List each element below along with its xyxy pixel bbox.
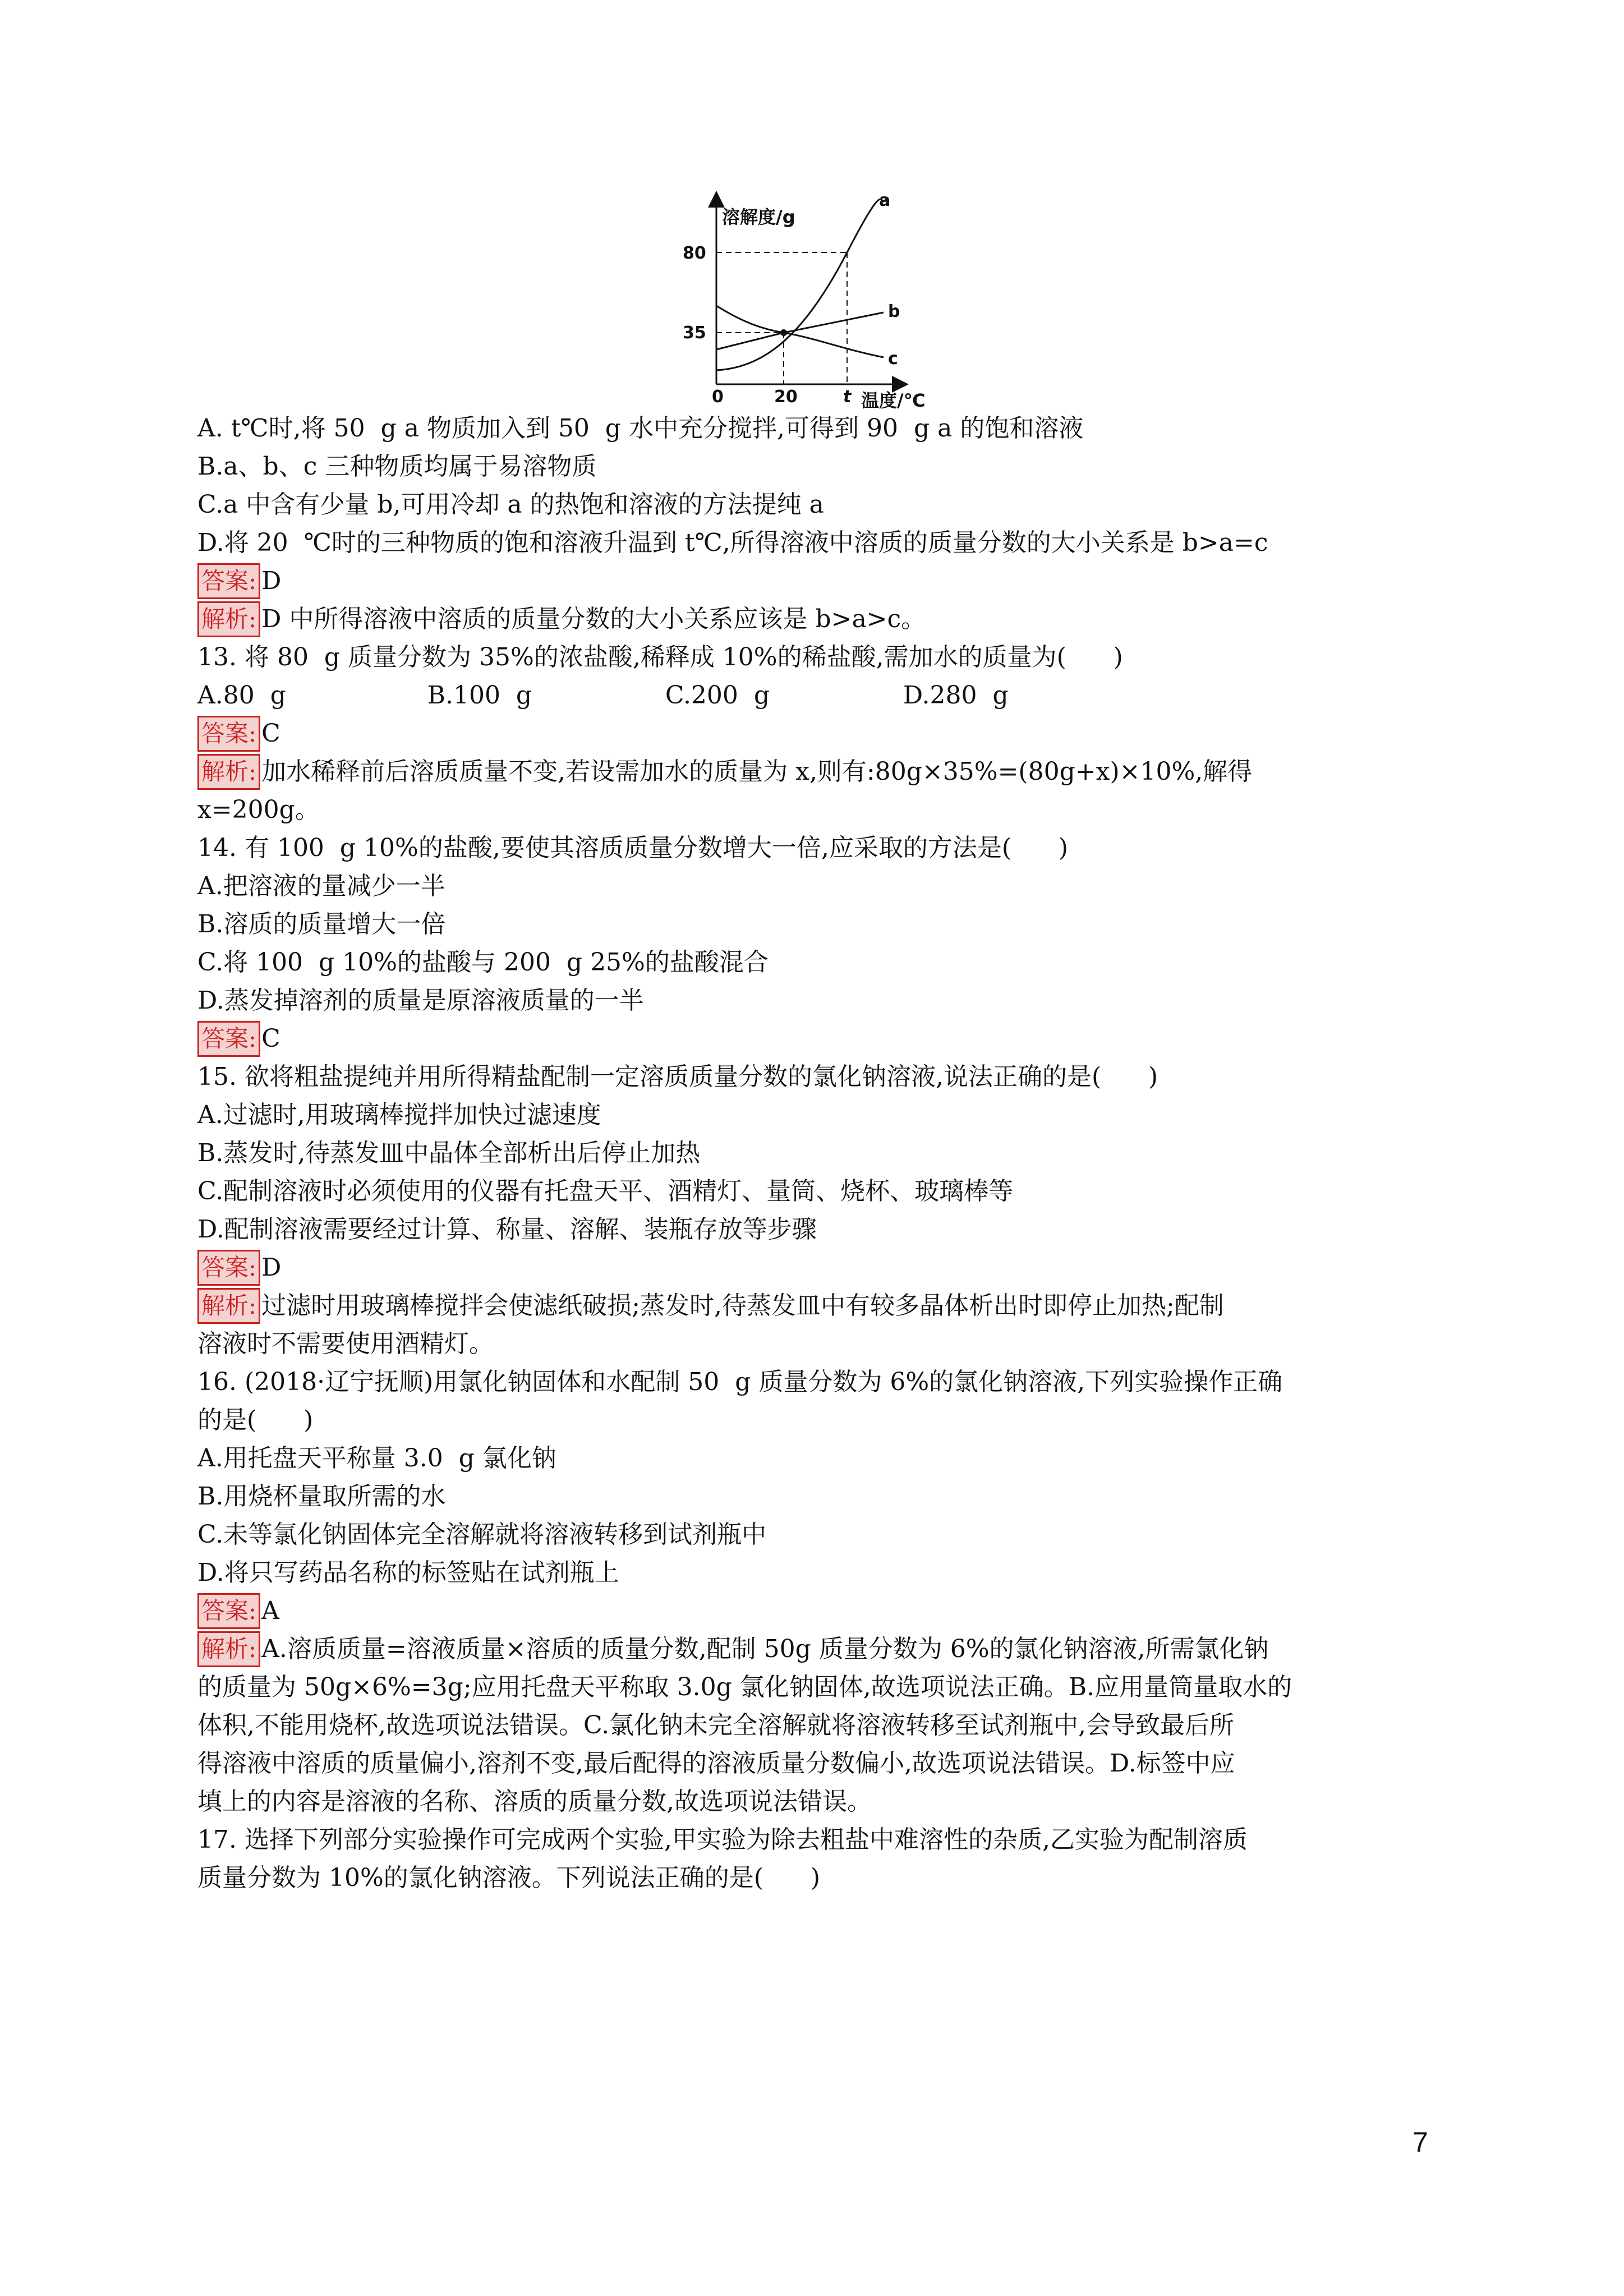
q12-answer: D: [261, 567, 282, 595]
q16-option-a: A.用托盘天平称量 3.0 g 氯化钠: [197, 1444, 556, 1473]
analysis-tag: 解析:: [197, 754, 260, 790]
x-tick-t: t: [843, 387, 852, 407]
q16-analysis-2: 的质量为 50g×6%=3g;应用托盘天平称取 3.0g 氯化钠固体,故选项说法正确。B.应用量筒量取水的: [197, 1673, 1292, 1701]
y-axis-label: 溶解度/g: [722, 206, 795, 228]
analysis-tag: 解析:: [197, 601, 260, 637]
q15-stem: 15. 欲将粗盐提纯并用所得精盐配制一定溶质质量分数的氯化钠溶液,说法正确的是( ): [197, 1062, 1158, 1091]
q14-stem: 14. 有 100 g 10%的盐酸,要使其溶质质量分数增大一倍,应采取的方法是( ): [197, 834, 1069, 862]
q13-analysis-line: [197, 753, 1432, 791]
q15-analysis-2: 溶液时不需要使用酒精灯。: [197, 1329, 494, 1358]
q13-answer-line: [197, 715, 1432, 753]
q13-options: A.80 g B.100 g C.200 g D.280 g: [197, 681, 1009, 710]
q16-answer-line: [197, 1592, 1432, 1630]
q12-option-a: A. t℃时,将 50 g a 物质加入到 50 g 水中充分搅拌,可得到 90 g a 的饱和溶液: [197, 414, 1084, 443]
q14-answer-line: [197, 1020, 1432, 1058]
q14-option-a: A.把溶液的量减少一半: [197, 872, 445, 900]
q13-stem: 13. 将 80 g 质量分数为 35%的浓盐酸,稀释成 10%的稀盐酸,需加水的质量为( ): [197, 643, 1123, 671]
q13-analysis-1: 加水稀释前后溶质质量不变,若设需加水的质量为 x,则有:80g×35%=(80g+x)×10%,解得: [261, 757, 1253, 786]
q15-analysis-line: [197, 1287, 1432, 1325]
q14-answer: C: [261, 1024, 280, 1053]
q14-option-b: B.溶质的质量增大一倍: [197, 910, 446, 938]
q16-option-d: D.将只写药品名称的标签贴在试剂瓶上: [197, 1558, 619, 1587]
q16-analysis-1: A.溶质质量=溶液质量×溶质的质量分数,配制 50g 质量分数为 6%的氯化钠溶液,所需氯化钠: [261, 1635, 1269, 1663]
q16-stem-1: 16. (2018·辽宁抚顺)用氯化钠固体和水配制 50 g 质量分数为 6%的氯化钠溶液,下列实验操作正确: [197, 1368, 1283, 1396]
q15-answer: D: [261, 1253, 282, 1282]
answer-tag: 答案:: [197, 1250, 260, 1286]
q16-stem-2: 的是( ): [197, 1406, 314, 1434]
q12-option-c: C.a 中含有少量 b,可用冷却 a 的热饱和溶液的方法提纯 a: [197, 490, 824, 519]
x-axis-label: 温度/℃: [861, 390, 926, 409]
solubility-chart: [659, 188, 973, 409]
q12-analysis: D 中所得溶液中溶质的质量分数的大小关系应该是 b>a>c。: [261, 605, 926, 633]
q14-option-d: D.蒸发掉溶剂的质量是原溶液质量的一半: [197, 986, 644, 1015]
intersection-point: [780, 329, 787, 336]
q16-analysis-5: 填上的内容是溶液的名称、溶质的质量分数,故选项说法错误。: [197, 1787, 872, 1816]
curve-b: [716, 312, 884, 349]
q13-analysis-2: x=200g。: [197, 795, 320, 824]
curve-label-b: b: [888, 302, 900, 321]
q12-option-d: D.将 20 ℃时的三种物质的饱和溶液升温到 t℃,所得溶液中溶质的质量分数的大小关系是 b>a=c: [197, 528, 1268, 557]
y-tick-80: 80: [683, 243, 706, 263]
q16-analysis-line: [197, 1630, 1432, 1668]
y-tick-35: 35: [683, 323, 706, 343]
x-tick-20: 20: [774, 387, 798, 407]
q15-option-d: D.配制溶液需要经过计算、称量、溶解、装瓶存放等步骤: [197, 1215, 817, 1244]
q12-option-b: B.a、b、c 三种物质均属于易溶物质: [197, 452, 597, 481]
analysis-tag: 解析:: [197, 1288, 260, 1324]
page-number: 7: [1413, 2127, 1428, 2158]
curve-c: [716, 306, 884, 357]
answer-tag: 答案:: [197, 1593, 260, 1629]
q15-answer-line: [197, 1249, 1432, 1287]
curve-label-c: c: [888, 349, 898, 369]
question-content: [197, 409, 1432, 1897]
q12-analysis-line: [197, 600, 1432, 638]
q16-option-b: B.用烧杯量取所需的水: [197, 1482, 446, 1511]
q17-stem-1: 17. 选择下列部分实验操作可完成两个实验,甲实验为除去粗盐中难溶性的杂质,乙实验为配制溶质: [197, 1825, 1248, 1854]
answer-tag: 答案:: [197, 1021, 260, 1057]
q13-answer: C: [261, 719, 280, 748]
q15-option-a: A.过滤时,用玻璃棒搅拌加快过滤速度: [197, 1101, 601, 1129]
analysis-tag: 解析:: [197, 1631, 260, 1667]
curve-label-a: a: [879, 191, 891, 210]
solubility-chart-svg: [659, 188, 973, 409]
q14-option-c: C.将 100 g 10%的盐酸与 200 g 25%的盐酸混合: [197, 948, 769, 977]
q15-option-b: B.蒸发时,待蒸发皿中晶体全部析出后停止加热: [197, 1139, 701, 1167]
answer-tag: 答案:: [197, 716, 260, 752]
q16-option-c: C.未等氯化钠固体完全溶解就将溶液转移到试剂瓶中: [197, 1520, 767, 1549]
q16-analysis-4: 得溶液中溶质的质量偏小,溶剂不变,最后配得的溶液质量分数偏小,故选项说法错误。D.标签中应: [197, 1749, 1235, 1778]
answer-tag: 答案:: [197, 563, 260, 599]
q17-stem-2: 质量分数为 10%的氯化钠溶液。下列说法正确的是( ): [197, 1864, 821, 1892]
q16-analysis-3: 体积,不能用烧杯,故选项说法错误。C.氯化钠未完全溶解就将溶液转移至试剂瓶中,会导致最后所: [197, 1711, 1235, 1740]
q15-option-c: C.配制溶液时必须使用的仪器有托盘天平、酒精灯、量筒、烧杯、玻璃棒等: [197, 1177, 1014, 1205]
x-tick-0: 0: [712, 387, 724, 407]
q15-analysis-1: 过滤时用玻璃棒搅拌会使滤纸破损;蒸发时,待蒸发皿中有较多晶体析出时即停止加热;配制: [261, 1291, 1224, 1320]
q16-answer: A: [261, 1596, 279, 1625]
q12-answer-line: [197, 562, 1432, 600]
